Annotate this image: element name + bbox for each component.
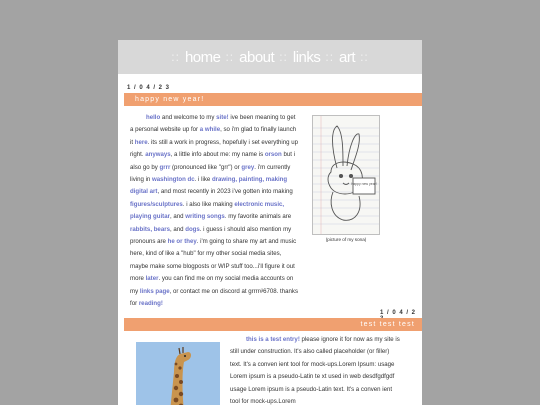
highlight-link[interactable]: a while [199, 126, 221, 134]
drawing-caption: (picture of my sona) [325, 237, 367, 242]
body-text: . i'm currently living in [130, 163, 291, 184]
highlight-link[interactable]: washington dc [152, 176, 195, 184]
body-text: . i like [194, 176, 212, 184]
highlight-link[interactable]: site! [216, 114, 229, 121]
body-text: please ignore it for now as my site is still under construction. It's also called placeholder (or filler) text. It's a conven ient tool for mock-ups.Lorem Ipsum: usage Lorem ipsum is a pseudo-Latin te xt used in web desdfgdfgdf usage Lorem ipsum is a pseudo-Latin text. It's a conven ient tool for mock-ups.Lorem [230, 336, 400, 405]
sona-drawing [312, 115, 380, 235]
body-text: , or contact me on discord at grrrr#6708. thanks for [130, 287, 299, 308]
highlight-link[interactable]: electronic music, playing guitar [130, 200, 285, 221]
body-text: . you can find me on my social media accounts on my [130, 275, 294, 295]
body-text: . i guess i should also mention my pronouns are [130, 225, 292, 246]
post-title: test test test [360, 321, 415, 328]
nav-separator: :: [325, 50, 335, 64]
highlight-link[interactable]: figures/sculptures [130, 200, 183, 208]
body-text: but i also go by [130, 151, 295, 171]
highlight-link[interactable]: rabbits, bears [130, 225, 170, 233]
post-title: happy new year! [135, 96, 205, 103]
highlight-link[interactable]: anyways [145, 151, 171, 159]
drawing-text: happy new year! [351, 182, 377, 186]
body-text: . its still a work in progress, hopefully i set everything up right. [130, 138, 299, 159]
body-text: , and [169, 225, 186, 233]
nav-separator: :: [225, 50, 235, 64]
highlight-link[interactable]: later [145, 275, 159, 283]
body-text: . i also like making [182, 200, 235, 208]
nav-link-art[interactable]: art [339, 48, 356, 66]
nav-separator: :: [360, 50, 369, 64]
highlight-link[interactable]: dogs [185, 225, 200, 233]
post-title-bar [124, 318, 422, 331]
highlight-link[interactable]: reading! [138, 300, 163, 308]
highlight-link[interactable]: orson [264, 151, 282, 159]
body-text: ive been meaning to get a personal website up for [130, 114, 296, 134]
post-date: 1 / 0 4 / 2 [380, 310, 417, 316]
body-text: , and most recently in 2023 i've gotten into making [157, 188, 293, 196]
top-nav [118, 40, 422, 74]
body-text: and welcome to my [160, 114, 217, 121]
body-text: . i'm going to share my art and music here, kind of like a "hub" for my other social media sites, maybe make some blogposts or WIP stuff too...i'll figure it out more [130, 238, 297, 283]
post-date: 1 / 0 4 / 2 3 [127, 85, 171, 91]
nav-separator: :: [171, 50, 180, 64]
post-title-bar [124, 93, 422, 106]
highlight-link[interactable]: grrr [159, 163, 171, 171]
page-container [118, 40, 422, 405]
nav-separator: :: [279, 50, 288, 64]
nav-link-home[interactable]: home [184, 48, 221, 66]
highlight-link[interactable]: grey [241, 163, 255, 171]
body-text: . my favorite animals are [224, 213, 292, 221]
highlight-link[interactable]: here [134, 138, 148, 146]
nav-link-about[interactable]: about [239, 48, 275, 66]
highlight-link[interactable]: drawing, painting, making digital art [130, 176, 288, 196]
highlight-link[interactable]: links page [139, 287, 170, 295]
post-body [130, 112, 300, 311]
highlight-link[interactable]: he or they [167, 238, 197, 246]
highlight-link[interactable]: writing songs [185, 213, 225, 221]
body-text: , and [169, 213, 186, 221]
post-body [230, 334, 402, 405]
nav-link-links[interactable]: links [292, 48, 321, 66]
body-text: (pronounced like "grr") or [170, 163, 242, 171]
giraffe-photo [136, 342, 220, 405]
highlight-link[interactable]: hello [146, 114, 161, 121]
body-text: , so i'm glad to finally launch it [130, 126, 297, 146]
body-text: , a little info about me: my name is [170, 151, 265, 159]
highlight-link[interactable]: this is a test entry! [246, 336, 300, 343]
